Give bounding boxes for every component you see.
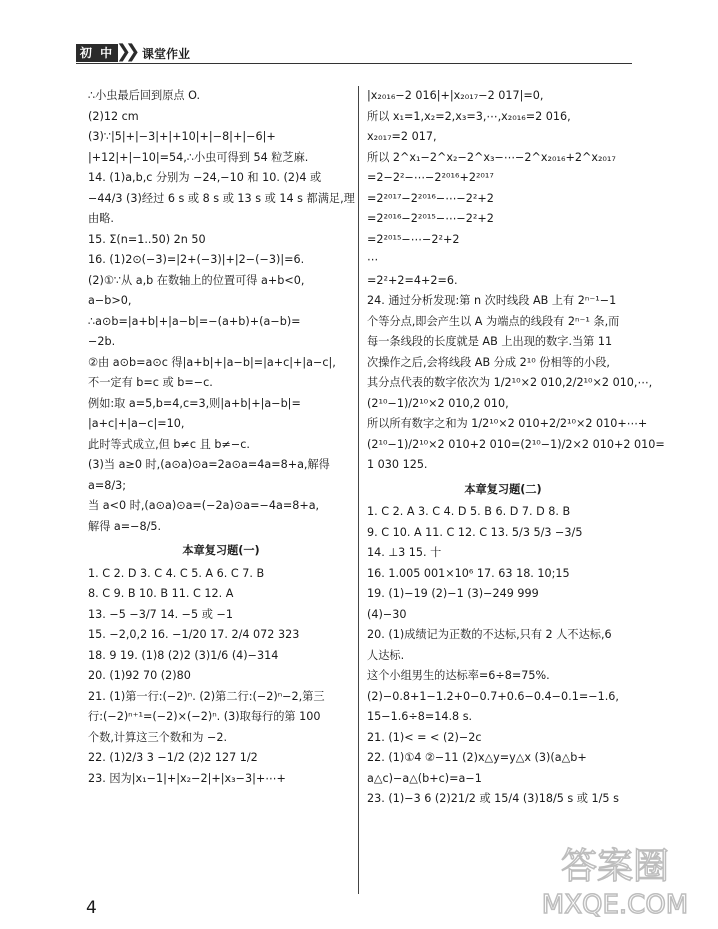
answer-line: 这个小组男生的达标率=6÷8=75%. [367, 669, 550, 682]
answer-line: (2)①∵从 a,b 在数轴上的位置可得 a+b<0, [88, 273, 305, 287]
answer-line: 20. (1)成绩记为正数的不达标,只有 2 人不达标,6 [367, 628, 612, 641]
answer-line: =2²⁰¹⁶−2²⁰¹⁵−⋯−2²+2 [367, 212, 494, 225]
answer-line: 24. 通过分析发现:第 n 次时线段 AB 上有 2ⁿ⁻¹−1 [367, 294, 617, 307]
answer-line: |x₂₀₁₆−2 016|+|x₂₀₁₇−2 017|=0, [367, 89, 544, 102]
answer-line: (4)−30 [367, 607, 407, 621]
grade-tag: 初 中 [76, 44, 118, 62]
answer-line: 此时等式成立,但 b≠c 且 b≠−c. [88, 437, 250, 451]
left-column [88, 86, 354, 789]
right-answers [367, 86, 665, 476]
answer-line: 所以所有数字之和为 1/2¹⁰×2 010+2/2¹⁰×2 010+⋯+ [367, 417, 648, 430]
chevron-icon: ❯❯ [116, 41, 135, 62]
watermark-top: 答案圈 [560, 846, 670, 887]
answer-line: 22. (1)①4 ②−11 (2)x△y=y△x (3)(a△b+ [367, 751, 587, 764]
review2-answers [367, 502, 639, 810]
answer-line: x₂₀₁₇=2 017, [367, 130, 437, 143]
answer-line: 14. ⊥3 15. 十 [367, 546, 442, 559]
answer-line: 20. (1)92 70 (2)80 [88, 669, 191, 682]
answer-line: 21. (1)第一行:(−2)ⁿ. (2)第二行:(−2)ⁿ−2,第三 [88, 689, 325, 703]
answer-line: 1. C 2. A 3. C 4. D 5. B 6. D 7. D 8. B [367, 505, 571, 518]
answer-line: 16. 1.005 001×10⁶ 17. 63 18. 10;15 [367, 566, 570, 580]
answer-line: 每一条线段的长度就是 AB 上出现的数字.当第 11 [367, 335, 613, 348]
answer-line: ∴a⊙b=|a+b|+|a−b|=−(a+b)+(a−b)= [88, 314, 301, 328]
answer-line: 15. Σ(n=1..50) 2n 50 [88, 232, 206, 246]
answer-line: 15. −2,0,2 16. −1/20 17. 2/4 072 323 [88, 628, 300, 641]
answer-line: 1 030 125. [367, 458, 428, 471]
answer-line: (3)∵|5|+|−3|+|+10|+|−8|+|−6|+ [88, 130, 276, 143]
answer-line: 个数,计算这三个数和为 −2. [88, 730, 228, 744]
answer-line: 16. (1)2⊙(−3)=|2+(−3)|+|2−(−3)|=6. [88, 253, 305, 266]
answer-line: a=8/3; [88, 478, 127, 492]
section-title-review2: 本章复习题(二) [464, 482, 542, 496]
answer-line: 9. C 10. A 11. C 12. C 13. 5/3 5/3 −3/5 [367, 525, 583, 539]
answer-line: 8. C 9. B 10. B 11. C 12. A [88, 587, 234, 600]
answer-line: 22. (1)2/3 3 −1/2 (2)2 127 1/2 [88, 751, 258, 764]
answer-line: 行:(−2)ⁿ⁺¹=(−2)×(−2)ⁿ. (3)取每行的第 100 [88, 710, 321, 723]
answer-line: |a+c|+|a−c|=10, [88, 417, 185, 430]
answer-line: 人达标. [367, 648, 405, 662]
answer-line: (2¹⁰−1)/2¹⁰×2 010+2 010=(2¹⁰−1)/2×2 010+2 010= [367, 437, 665, 451]
answer-line: 由略. [88, 212, 114, 225]
answer-line: 当 a<0 时,(a⊙a)⊙a=(−2a)⊙a=−4a=8+a, [88, 499, 320, 512]
answer-line: |+12|+|−10|=54,∴小虫可得到 54 粒芝麻. [88, 150, 309, 164]
answer-line: a−b>0, [88, 294, 132, 307]
answer-line: 21. (1)< = < (2)−2c [367, 730, 482, 744]
answer-line: −44/3 (3)经过 6 s 或 8 s 或 13 s 或 14 s 都满足,理 [88, 191, 355, 205]
answer-line: ②由 a⊙b=a⊙c 得|a+b|+|a−b|=|a+c|+|a−c|, [88, 355, 336, 369]
answer-line: 个等分点,即会产生以 A 为端点的线段有 2ⁿ⁻¹ 条,而 [367, 314, 620, 328]
answer-line: 例如:取 a=5,b=4,c=3,则|a+b|+|a−b|= [88, 396, 301, 410]
header-rule [76, 63, 632, 64]
section-title-review1: 本章复习题(一) [182, 544, 260, 557]
answer-line: 解得 a=−8/5. [88, 519, 162, 533]
answer-line: 不一定有 b=c 或 b=−c. [88, 376, 213, 389]
answer-line: 所以 2^x₁−2^x₂−2^x₃−⋯−2^x₂₀₁₆+2^x₂₀₁₇ [367, 150, 616, 164]
answer-line: (2)12 cm [88, 109, 139, 123]
left-answers [88, 86, 354, 537]
answer-line: ⋯ [367, 253, 379, 266]
answer-line: =2²⁰¹⁷−2²⁰¹⁶−⋯−2²+2 [367, 191, 494, 205]
answer-line: (2)−0.8+1−1.2+0−0.7+0.6−0.4−0.1=−1.6, [367, 689, 619, 703]
watermark-bottom: MXQE.COM [541, 890, 689, 920]
column-divider [358, 86, 359, 894]
answer-line: 所以 x₁=1,x₂=2,x₃=3,⋯,x₂₀₁₆=2 016, [367, 109, 571, 123]
answer-line: 18. 9 19. (1)8 (2)2 (3)1/6 (4)−314 [88, 648, 279, 662]
answer-line: 15−1.6÷8=14.8 s. [367, 710, 473, 723]
right-column [367, 86, 665, 810]
answer-line: ∴小虫最后回到原点 O. [88, 89, 201, 102]
answer-line: 14. (1)a,b,c 分别为 −24,−10 和 10. (2)4 或 [88, 171, 322, 184]
answer-line: 19. (1)−19 (2)−1 (3)−249 999 [367, 587, 539, 600]
page-number: 4 [86, 898, 97, 918]
answer-line: =2²⁰¹⁵−⋯−2²+2 [367, 232, 460, 246]
review1-answers [88, 564, 354, 790]
watermark-logo [520, 838, 710, 920]
answer-line: (2¹⁰−1)/2¹⁰×2 010,2 010, [367, 396, 509, 410]
answer-line: =2−2²−⋯−2²⁰¹⁶+2²⁰¹⁷ [367, 171, 494, 184]
answer-line: −2b. [88, 335, 116, 348]
answer-line: 23. (1)−3 6 (2)21/2 或 15/4 (3)18/5 s 或 1/5 s [367, 792, 619, 805]
answer-line: 1. C 2. D 3. C 4. C 5. A 6. C 7. B [88, 566, 265, 580]
answer-line: 其分点代表的数字依次为 1/2¹⁰×2 010,2/2¹⁰×2 010,⋯, [367, 376, 653, 389]
answer-line: (3)当 a≥0 时,(a⊙a)⊙a=2a⊙a=4a=8+a,解得 [88, 458, 330, 471]
answer-line: a△c)−a△(b+c)=a−1 [367, 771, 482, 785]
answer-line: 23. 因为|x₁−1|+|x₂−2|+|x₃−3|+⋯+ [88, 771, 286, 785]
answer-line: 13. −5 −3/7 14. −5 或 −1 [88, 607, 233, 621]
page-header [76, 41, 632, 64]
header-title: 课堂作业 [142, 47, 191, 61]
answer-line: 次操作之后,会将线段 AB 分成 2¹⁰ 份相等的小段, [367, 355, 610, 369]
answer-line: =2²+2=4+2=6. [367, 273, 458, 287]
